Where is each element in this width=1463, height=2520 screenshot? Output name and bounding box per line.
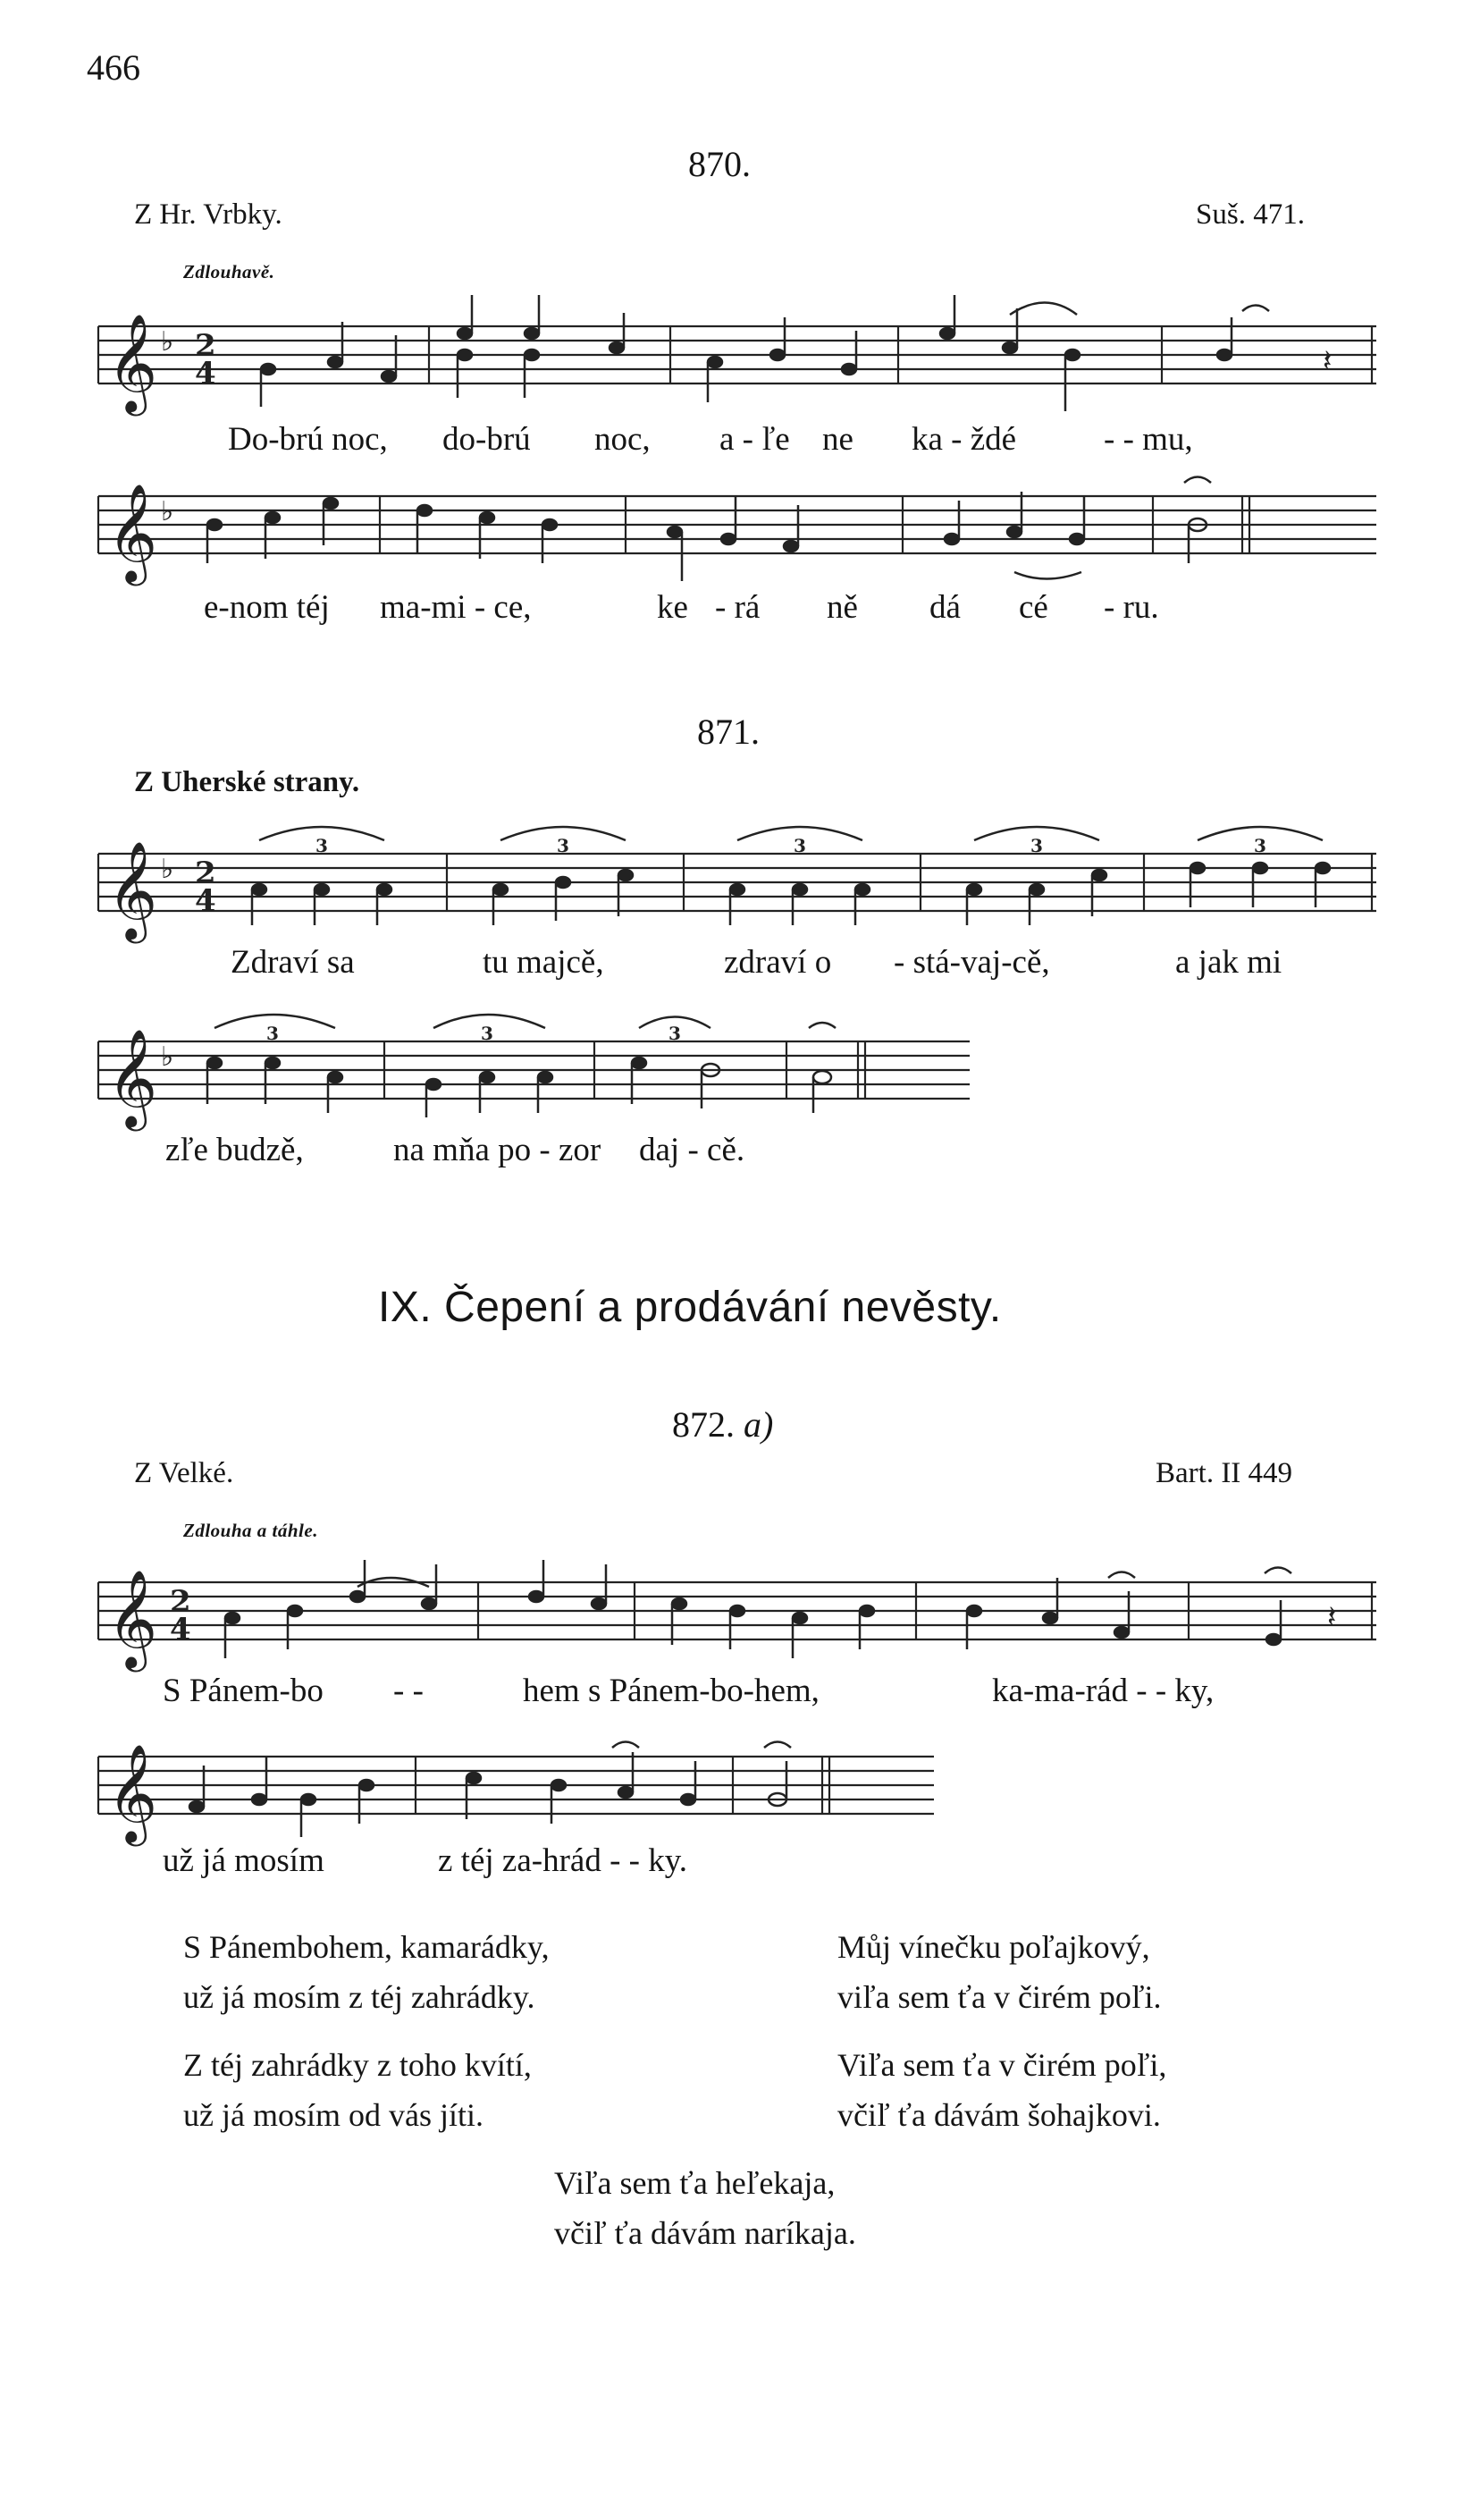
svg-text:𝄽: 𝄽 [1323, 343, 1333, 379]
svg-text:4: 4 [170, 1612, 191, 1648]
verse-stanza [183, 1922, 550, 2022]
svg-text:𝄽: 𝄽 [1327, 1599, 1337, 1635]
svg-text:♭: ♭ [161, 1041, 174, 1073]
verse-line: Můj vínečku poľajkový, [837, 1929, 1150, 1965]
lyric: zdraví o [724, 944, 832, 981]
svg-text:3: 3 [668, 1023, 681, 1044]
lyric: do-brú [442, 421, 531, 458]
verse-stanza [183, 2040, 532, 2140]
svg-text:2: 2 [195, 328, 216, 364]
lyric: tu majcě, [483, 944, 604, 981]
lyric: hem s Pánem-bo-hem, [523, 1673, 820, 1709]
svg-text:𝄞: 𝄞 [107, 1744, 158, 1842]
lyric: - ru. [1104, 589, 1159, 626]
verse-line: včiľ ťa dávám naríkaja. [554, 2215, 856, 2251]
svg-text:3: 3 [481, 1023, 493, 1044]
song-origin: Z Hr. Vrbky. [134, 198, 282, 231]
music-staff [80, 474, 1385, 599]
song-number: 871. [697, 712, 760, 752]
tempo-marking: Zdlouhavě. [183, 261, 275, 282]
lyric: ne [822, 421, 853, 458]
svg-text:4: 4 [195, 883, 216, 919]
svg-text:𝄞: 𝄞 [107, 484, 158, 582]
song-number: 870. [688, 144, 751, 184]
lyric: a jak mi [1175, 944, 1282, 981]
svg-text:𝄞: 𝄞 [107, 314, 158, 412]
svg-text:3: 3 [557, 835, 569, 856]
lyric: Do-brú noc, [228, 421, 388, 458]
music-staff [80, 1734, 938, 1859]
page-number: 466 [87, 47, 140, 88]
svg-text:𝄞: 𝄞 [107, 1029, 158, 1127]
svg-text:2: 2 [195, 855, 216, 891]
song-number: 872. a) [672, 1404, 774, 1445]
lyric: Zdraví sa [231, 944, 355, 981]
svg-text:𝄞: 𝄞 [107, 1570, 158, 1668]
lyric: S Pánem-bo [163, 1673, 324, 1709]
lyric: ka-ma-rád - - ky, [992, 1673, 1215, 1709]
svg-text:3: 3 [794, 835, 806, 856]
song-source: Bart. II 449 [1156, 1457, 1293, 1489]
music-staff [80, 813, 1385, 939]
svg-text:♭: ♭ [161, 496, 174, 527]
lyric: - - mu, [1104, 421, 1193, 458]
lyric: - - [393, 1673, 424, 1709]
lyric: z téj za-hrád - - ky. [438, 1842, 688, 1879]
svg-text:3: 3 [266, 1023, 279, 1044]
lyric: ke [657, 589, 688, 626]
lyric: cé [1019, 589, 1048, 626]
music-staff [80, 304, 1385, 429]
tempo-marking: Zdlouha a táhle. [183, 1520, 318, 1541]
music-staff [80, 1001, 974, 1126]
lyric: - stá-vaj-cě, [894, 944, 1050, 981]
verse-line: Viľa sem ťa v čirém poľi, [837, 2047, 1167, 2083]
lyric: a - ľe [719, 421, 790, 458]
svg-text:3: 3 [1030, 835, 1043, 856]
verse-line: viľa sem ťa v čirém poľi. [837, 1979, 1162, 2015]
lyric: - rá [715, 589, 761, 626]
lyric: ně [827, 589, 858, 626]
lyric: noc, [594, 421, 651, 458]
verse-stanza-final [554, 2158, 856, 2258]
song-origin: Z Velké. [134, 1457, 234, 1489]
svg-text:4: 4 [195, 356, 216, 392]
lyric: už já mosím [163, 1842, 324, 1879]
lyric: ma-mi - ce, [380, 589, 532, 626]
verse-line: S Pánembohem, kamarádky, [183, 1929, 550, 1965]
song-source: Suš. 471. [1196, 198, 1305, 231]
lyric: ka - ždé [912, 421, 1017, 458]
lyric: dá [929, 589, 961, 626]
svg-text:3: 3 [315, 835, 328, 856]
svg-text:𝄞: 𝄞 [107, 841, 158, 940]
lyric: zľe budzě, [165, 1132, 304, 1168]
svg-text:2: 2 [170, 1584, 191, 1620]
verse-line: Viľa sem ťa heľekaja, [554, 2165, 836, 2201]
verse-line: včiľ ťa dávám šohajkovi. [837, 2097, 1161, 2133]
verse-line: už já mosím od vás jíti. [183, 2097, 483, 2133]
svg-text:♭: ♭ [161, 326, 174, 358]
verse-stanza [837, 2040, 1166, 2140]
verse-stanza [837, 1922, 1162, 2022]
verse-line: už já mosím z téj zahrádky. [183, 1979, 535, 2015]
verse-line: Z téj zahrádky z toho kvítí, [183, 2047, 532, 2083]
lyric: na mňa po - zor [393, 1132, 601, 1168]
svg-text:♭: ♭ [161, 854, 174, 885]
lyric: e-nom téj [204, 589, 330, 626]
lyric: daj - cě. [639, 1132, 745, 1168]
song-origin: Z Uherské strany. [134, 766, 360, 798]
section-heading: IX. Čepení a prodávání nevěsty. [378, 1284, 1002, 1331]
svg-text:3: 3 [1254, 835, 1266, 856]
music-staff [80, 1560, 1385, 1685]
